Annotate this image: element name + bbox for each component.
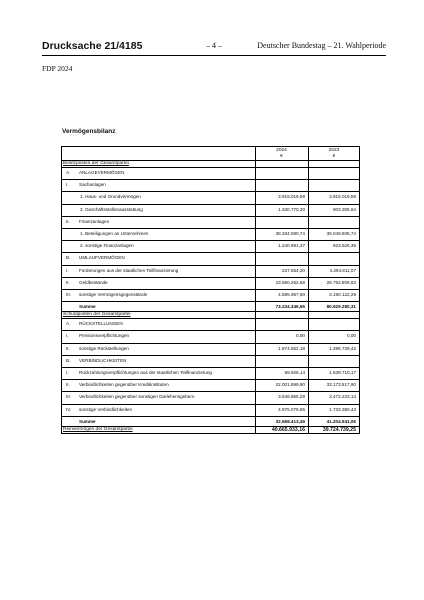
value-2024: 3.646.855,29 (278, 394, 305, 400)
value-2023: 33.173.517,90 (326, 382, 356, 388)
value-2023: 39.049.605,74 (326, 231, 356, 236)
year-header-2024: 2024 € (276, 148, 287, 159)
row-label: IV. (66, 406, 72, 412)
row-line (62, 252, 359, 253)
value-2024: 0,00 (296, 333, 305, 339)
liabilities-sum-label: Summe (79, 418, 96, 424)
row-line (62, 404, 359, 405)
liabilities-sum-2024: 32.568.413,49 (275, 418, 305, 424)
row-label: I. (66, 267, 69, 273)
row-text: sonstige Verbindlichkeiten (79, 406, 133, 412)
row-label: B. (66, 357, 71, 363)
value-2023: 28.752.809,63 (326, 279, 356, 285)
row-text: Sachanlagen (79, 182, 106, 188)
value-2023: 3.190.122,28 (329, 292, 356, 297)
value-2023: 823.626,39 (333, 243, 356, 249)
row-line (62, 277, 359, 278)
row-label: II. (66, 218, 70, 224)
assets-header: Besitzposten der Gesamtpartei (63, 161, 129, 166)
row-line (62, 216, 359, 217)
row-line (62, 318, 359, 319)
row-line (62, 191, 359, 192)
row-label: I. (66, 333, 69, 339)
row-line (62, 391, 359, 392)
page-header (42, 40, 386, 54)
row-line (62, 240, 359, 241)
row-line (62, 265, 359, 266)
row-line (62, 228, 359, 229)
row-label: III. (66, 394, 72, 400)
net-assets-label: Reinvermögen der Gesamtpartei (63, 426, 133, 432)
row-text: Forderungen aus der staatlichen Teilfinanzierung (79, 267, 179, 273)
value-2024: 1.330.770,30 (278, 206, 305, 212)
page-number: – 4 – (206, 41, 222, 50)
value-2023: 903.305,64 (333, 206, 356, 212)
row-text: sonstige Vermögensgegenstände (79, 292, 148, 297)
row-line (62, 179, 359, 180)
row-text: Verbindlichkeiten gegenüber sonstigen Darlehensgebern (79, 394, 195, 400)
value-2023: 1.285.729,42 (329, 345, 356, 351)
assets-sum-2024: 73.234.346,65 (275, 304, 305, 310)
party-label: FDP 2024 (42, 64, 73, 73)
row-text: VERBINDLICHKEITEN (79, 357, 127, 363)
row-text: ANLAGEVERMÖGEN (79, 170, 125, 175)
row-label: I. (66, 182, 69, 188)
row-text: Rückzahlungsverpflichtungen aus der staatlichen Teilfinanzierung (79, 370, 212, 375)
value-2024: 4.585.967,90 (278, 292, 305, 297)
value-2024: 22.001.999,80 (275, 382, 305, 388)
row-text: RÜCKSTELLUNGEN (79, 321, 123, 327)
row-label: III. (66, 292, 72, 297)
header-rule (42, 55, 386, 56)
row-text: 1. Beteiligungen an Unternehmen (80, 231, 149, 236)
row-label: A. (66, 321, 71, 327)
value-2024: 3.915.019,59 (278, 194, 305, 200)
document-id: Drucksache 21/4185 (42, 40, 143, 52)
row-text: 2. sonstige Finanzanlagen (80, 243, 134, 249)
row-label: A. (66, 170, 71, 175)
row-text: UMLAUFVERMÖGEN (79, 255, 125, 261)
assets-sum-2023: 80.929.280,31 (326, 304, 356, 310)
net-assets-2024: 40.665.933,16 (271, 426, 305, 433)
value-2023: 3.915.019,59 (329, 194, 356, 200)
net-assets-2023: 39.724.739,25 (322, 426, 356, 433)
value-2024: 1.240.691,37 (278, 243, 305, 249)
row-line (62, 416, 359, 417)
row-text: Geldbestände (79, 279, 108, 285)
row-line (62, 301, 359, 302)
value-2023: 0,00 (347, 333, 356, 339)
assets-sum-label: Summe (79, 304, 96, 310)
value-2024: 69.926,14 (284, 370, 305, 375)
value-2023: 1.539.710,17 (329, 370, 356, 375)
row-line (62, 343, 359, 344)
value-2024: 1.874.552,18 (278, 345, 305, 351)
liabilities-sum-2023: 41.204.541,06 (326, 418, 356, 424)
parliament-period: Deutscher Bundestag – 21. Wahlperiode (257, 41, 386, 50)
row-line (62, 379, 359, 380)
row-line (62, 167, 359, 168)
year-header-2023: 2023 € (328, 148, 340, 159)
row-label: I. (66, 370, 69, 375)
row-text: Finanzanlagen (79, 218, 110, 224)
row-label: B. (66, 255, 71, 261)
row-line (62, 355, 359, 356)
value-2024: 23.580.262,58 (275, 279, 305, 285)
row-line (62, 289, 359, 290)
liabilities-header: Schuldposten der Gesamtpartei (63, 312, 131, 318)
value-2023: 3.472.223,14 (329, 394, 356, 400)
row-text: Pensionsverpflichtungen (79, 333, 130, 339)
row-label: II. (66, 345, 70, 351)
row-text: 1. Haus- und Grundvermögen (80, 194, 141, 200)
value-2023: 4.294.811,07 (329, 267, 356, 273)
value-2024: 4.975.079,95 (278, 406, 305, 412)
row-text: 2. Geschäftsstellenausstattung (80, 206, 143, 212)
balance-sheet-table (61, 146, 360, 434)
row-text: sonstige Rückstellungen (79, 345, 129, 351)
value-2024: 237.554,20 (282, 267, 305, 273)
row-line (62, 367, 359, 368)
row-line (62, 330, 359, 331)
value-2023: 1.733.360,43 (329, 406, 356, 412)
row-label: II. (66, 382, 70, 388)
row-text: Verbindlichkeiten gegenüber Kreditinstituten (79, 382, 169, 388)
section-title: Vermögensbilanz (62, 128, 116, 135)
row-label: II. (66, 279, 70, 285)
row-line (62, 204, 359, 205)
value-2024: 38.334.080,74 (275, 231, 305, 236)
